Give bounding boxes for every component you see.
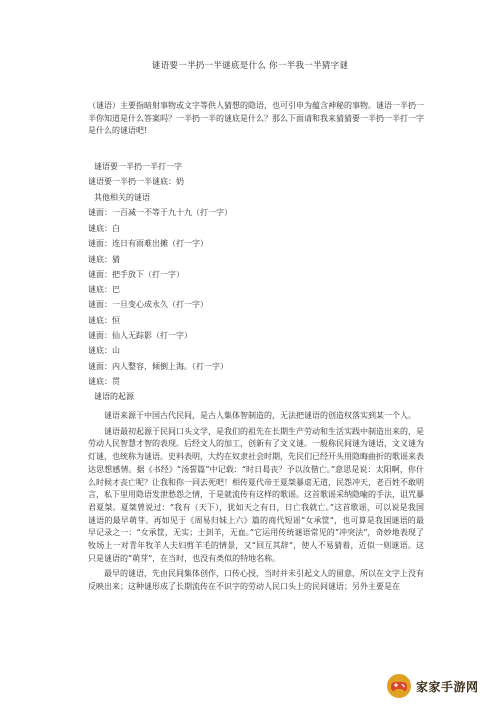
gamepad-logo-icon — [386, 673, 412, 699]
riddle-answer: 谜底：山 — [88, 346, 120, 355]
riddle-answer: 谜底：猜 — [88, 255, 120, 264]
section-heading: 谜语的起源 — [94, 392, 134, 401]
origin-paragraph: 谜语来源于中国古代民间，是古人集体智制造的，无法把谜语的创造权落实到某一个人。 — [104, 411, 416, 420]
watermark-text: 家家手游网 — [416, 679, 479, 694]
list-item: 谜语要一半扔一半谜底：奶 — [88, 177, 184, 186]
origin-paragraph: 谜语最初起源于民间口头文学，是我们的祖先在长期生产劳动和生活实践中制造出来的，是劳动人民智慧才智的表现。后经文人的加工，创新有了文义谜。一般称民间谜为谜语，文义谜为灯谜，也统称为谜语。史料表明，大约在奴隶社会时期，先民们已经开头用隐晦曲折的歌谣来表达思想感情。据《书经》“汤誓篇”中记载：“时日曷丧？予以汝偕亡。”意思是说：太阳啊，你什么时候才丧亡呢？让我和你一同去死吧！相传夏代帝王夏桀暴虐无道，民怨冲天，老百姓不敢明言，私下里用隐语发泄愁怨之情，于是就流传有这样的歌谣。这首歌谣采纳隐喻的手法，诅咒暴君夏桀。夏桀曾说过：“我有（天下），犹如天之有日，日亡我就亡。”这首歌谣，可以说是我国谜语的最早萌芽。再如见于《周易归妹上六》篇的商代短谣“女承筐”，也可算是我国谜语的最早记录之一：“女承筐，无实；士刲羊，无血。”它运用传统谜语常见的“冲突法”，奇妙地表现了牧场上一对青年牧羊人夫妇剪羊毛的情景，又“回互其辞”，使人不易猜着，近似一则谜语。这只是谜语的“萌芽”，在当时，也没有类似的特地名称。 — [88, 426, 424, 563]
riddle-question: 谜面：一旦变心成永久（打一字） — [88, 300, 208, 309]
origin-paragraph: 最早的谜语，先由民间集体创作，口传心授，当时并未引起文人的留意，所以在文字上没有反映出来；这种谜形成了长期流传在不识字的劳动人民口头上的民间谜语；另外主要是在 — [88, 569, 424, 592]
riddle-answer: 谜底：贯 — [88, 377, 120, 386]
site-watermark-logo — [386, 672, 490, 700]
riddle-question: 谜面：连日有雨难出摊（打一字） — [88, 239, 208, 248]
riddle-question: 谜面：内人整容，倾倒上海。（打一字） — [88, 362, 228, 371]
article-title: 谜语要一半扔一半谜底是什么 你一半我一半猜字谜 — [151, 61, 349, 71]
riddle-answer: 谜底：恒 — [88, 316, 120, 325]
riddle-question: 谜面：仙人无踪影（打一字） — [88, 331, 192, 340]
riddle-question: 谜面：把手放下（打一字） — [88, 270, 184, 279]
section-heading: 其他相关的谜语 — [94, 193, 150, 202]
riddle-answer: 谜底：巴 — [88, 285, 120, 294]
riddle-answer: 谜底：白 — [88, 224, 120, 233]
origin-section — [88, 410, 424, 594]
riddle-question: 谜面：一百减一不等于九十九（打一字） — [88, 208, 232, 217]
intro-paragraph: （谜语）主要指暗射事物或文字等供人猜想的隐语，也可引申为蕴含神秘的事物。谜语一半扔一半你知道是什么答案吗？一半扔一半的谜底是什么？那么下面请和我来猜猜要一半扔一半打一字是什么的谜语吧! — [88, 101, 424, 136]
list-item: 谜语要一半扔一半打一字 — [94, 162, 182, 171]
